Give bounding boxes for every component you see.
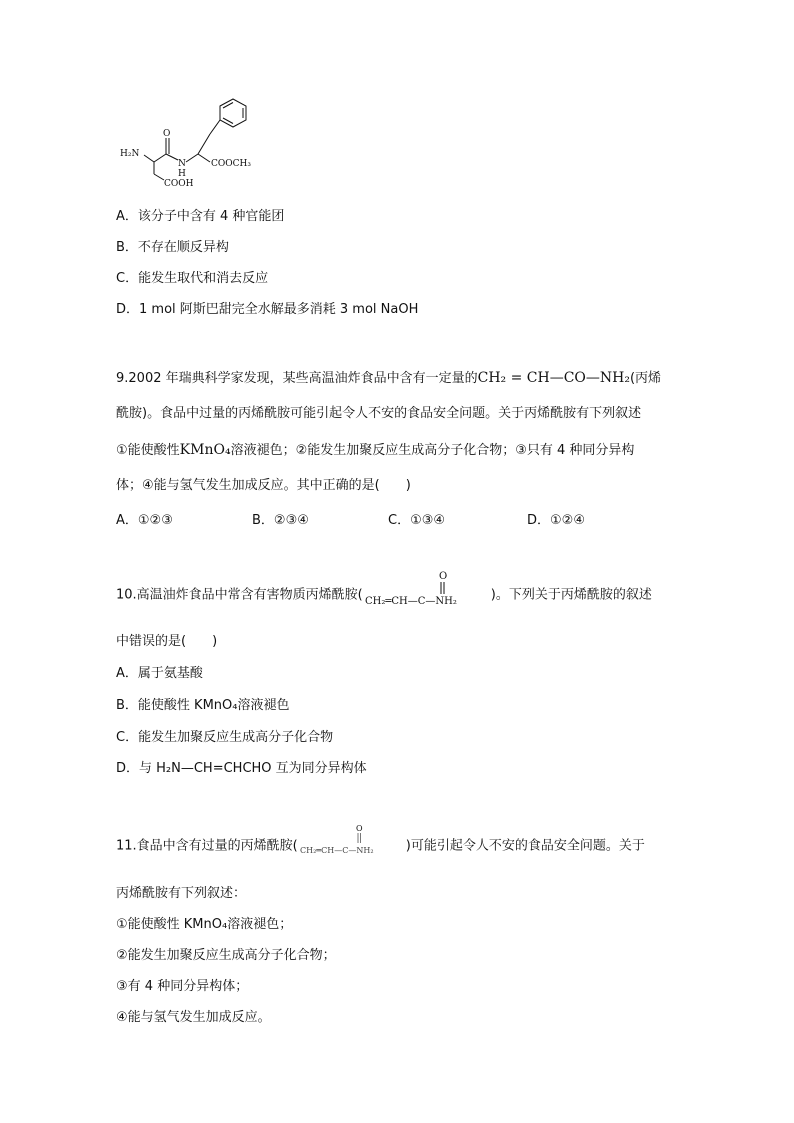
carboxyl-group-label: COOH [164, 179, 194, 189]
q9-text-c: ①能使酸性 [116, 443, 180, 458]
amide-nitrogen-label: N [178, 159, 186, 169]
kmno4-formula: KMnO₄ [179, 442, 231, 458]
q10-text-b: )。下列关于丙烯酰胺的叙述 [490, 587, 652, 603]
q11-item-4: ④能与氢气发生加成反应。 [116, 1010, 271, 1025]
q10-option-d: D．与 H₂N—CH=CHCHO 互为同分异构体 [116, 761, 367, 776]
q10-option-c: C．能发生加聚反应生成高分子化合物 [116, 730, 334, 745]
q8-option-c: C．能发生取代和消去反应 [116, 271, 269, 286]
aspartame-structure [118, 98, 268, 190]
q10-stem-line2: 中错误的是( ) [116, 634, 218, 649]
q11-text-b: )可能引起令人不安的食品安全问题。关于 [405, 838, 645, 854]
q10-stem-line1 [116, 571, 652, 607]
acrylamide-chain-label: CH₂═CH—C—NH₂ [364, 596, 457, 607]
q10-option-a: A．属于氨基酸 [116, 666, 203, 681]
q11-text-a: 11.食品中含有过量的丙烯酰胺( [116, 838, 298, 854]
q11-stem-line2: 丙烯酰胺有下列叙述： [116, 886, 247, 901]
q9-option-d: D．①②④ [527, 513, 585, 528]
carbonyl-oxygen-label: O [163, 129, 171, 139]
amide-hydrogen-label: H [178, 169, 186, 179]
acrylamide-structure-small [298, 824, 406, 855]
q9-text-d: 溶液褪色；②能发生加聚反应生成高分子化合物；③只有 4 种同分异构 [230, 443, 635, 458]
q8-option-b: B．不存在顺反异构 [116, 240, 229, 255]
q9-stem-line1 [116, 369, 661, 388]
acrylamide-small-oxygen-label: O [355, 824, 363, 833]
ester-group-label: COOCH₃ [211, 159, 251, 169]
q9-option-a: A．①②③ [116, 513, 173, 528]
acrylamide-formula: CH₂ = CH—CO—NH₂ [477, 370, 630, 386]
acrylamide-oxygen-label: O [438, 571, 447, 582]
q9-stem-line4: 体；④能与氢气发生加成反应。其中正确的是( ) [116, 478, 411, 493]
q8-option-d: D．1 mol 阿斯巴甜完全水解最多消耗 3 mol NaOH [116, 302, 419, 317]
q8-option-a: A．该分子中含有 4 种官能团 [116, 209, 285, 224]
q9-option-b: B．②③④ [252, 513, 309, 528]
q11-item-2: ②能发生加聚反应生成高分子化合物； [116, 948, 336, 963]
q9-text-a: 9.2002 年瑞典科学家发现，某些高温油炸食品中含有一定量的 [116, 371, 478, 386]
q11-stem-line1 [116, 824, 645, 856]
q9-text-b: (丙烯 [629, 371, 662, 386]
acrylamide-structure [363, 571, 491, 607]
q9-stem-line2: 酰胺)。食品中过量的丙烯酰胺可能引起令人不安的食品安全问题。关于丙烯酰胺有下列叙述 [116, 406, 642, 421]
acrylamide-small-chain-label: CH₂═CH—C—NH₂ [299, 846, 374, 855]
q9-stem-line3 [116, 441, 634, 460]
q10-text-a: 10.高温油炸食品中常含有害物质丙烯酰胺( [116, 587, 363, 603]
amino-group-label: H₂N [120, 149, 140, 159]
q11-item-1: ①能使酸性 KMnO₄溶液褪色； [116, 917, 293, 932]
q9-option-c: C．①③④ [388, 513, 446, 528]
q11-item-3: ③有 4 种同分异构体； [116, 979, 249, 994]
q10-option-b: B．能使酸性 KMnO₄溶液褪色 [116, 698, 290, 713]
